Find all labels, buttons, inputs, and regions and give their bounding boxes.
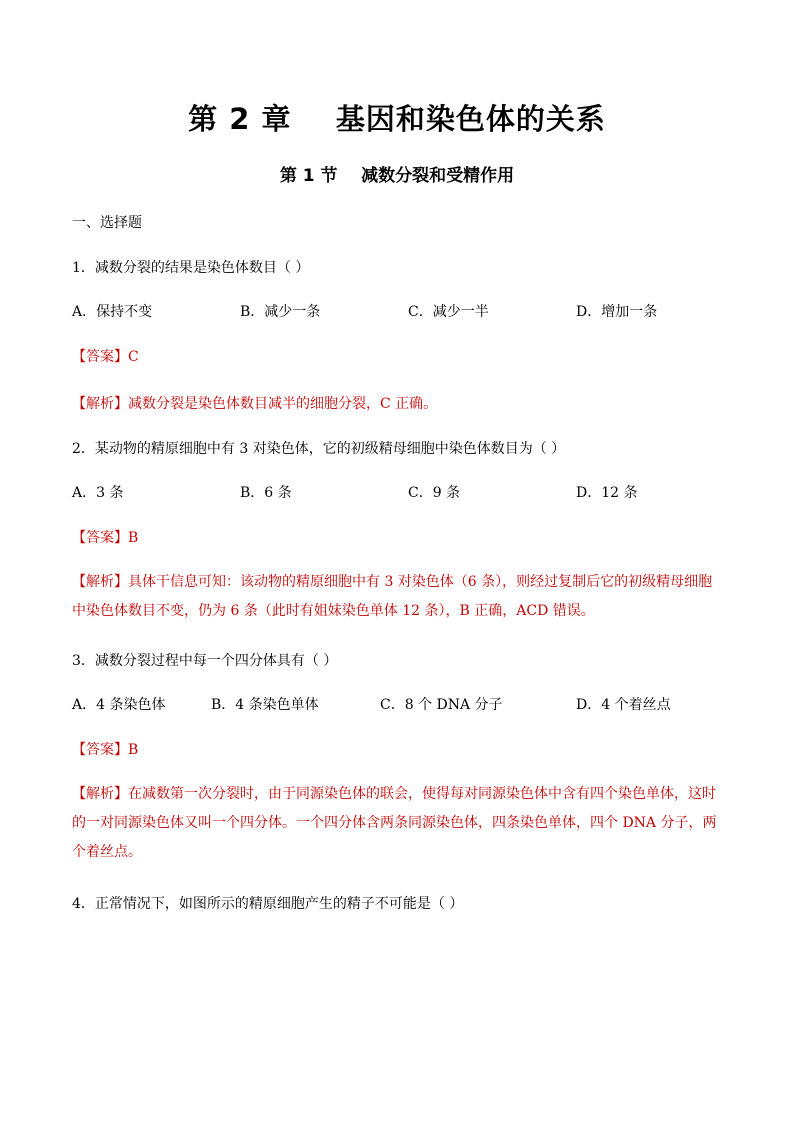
answer-value: B [128, 530, 139, 546]
question-1-stem: 1．减数分裂的结果是染色体数目（ ） [72, 260, 310, 276]
question-2-stem: 2．某动物的精原细胞中有 3 对染色体，它的初级精母细胞中染色体数目为（ ） [72, 441, 566, 457]
answer-value: B [128, 742, 139, 758]
q2-option-a: A．3 条 [72, 485, 124, 501]
analysis-text: 在减数第一次分裂时，由于同源染色体的联会，使得每对同源染色体中含有四个染色单体，这时的一对同源染色体又叫一个四分体。一个四分体含两条同源染色体，四条染色单体，四个 DNA 分子，两个着丝点。 [72, 786, 717, 860]
q2-option-d: D．12 条 [576, 485, 638, 501]
analysis-tag: 【解析】 [72, 396, 128, 412]
q2-option-c: C．9 条 [408, 485, 461, 501]
q3-option-b: B．4 条染色单体 [211, 697, 319, 713]
q1-answer [72, 347, 726, 367]
q1-option-c: C．减少一半 [408, 304, 489, 320]
q2-option-b: B．6 条 [240, 485, 292, 501]
q2-answer [72, 528, 726, 548]
q3-option-a: A．4 条染色体 [72, 697, 166, 713]
question-4-stem: 4．正常情况下，如图所示的精原细胞产生的精子不可能是（ ） [72, 896, 464, 912]
q3-option-d: D．4 个着丝点 [576, 697, 671, 713]
section-title: 第 1 节 减数分裂和受精作用 [279, 166, 515, 186]
section-heading: 一、选择题 [72, 215, 142, 231]
chapter-title: 第 2 章 基因和染色体的关系 [188, 102, 606, 136]
answer-tag: 【答案】 [72, 349, 128, 365]
analysis-tag: 【解析】 [72, 574, 128, 590]
q1-option-d: D．增加一条 [576, 304, 658, 320]
q3-option-c: C．8 个 DNA 分子 [380, 697, 503, 713]
analysis-tag: 【解析】 [72, 786, 128, 802]
answer-tag: 【答案】 [72, 742, 128, 758]
analysis-text: 具体干信息可知：该动物的精原细胞中有 3 对染色体（6 条），则经过复制后它的初级精母细胞中染色体数目不变，仍为 6 条（此时有姐妹染色单体 12 条），B 正确，ACD 错误。 [72, 574, 713, 619]
q2-analysis [72, 568, 726, 626]
q1-analysis [72, 394, 726, 414]
q1-option-b: B．减少一条 [240, 304, 321, 320]
q1-option-a: A．保持不变 [72, 304, 153, 320]
answer-tag: 【答案】 [72, 530, 128, 546]
analysis-text: 减数分裂是染色体数目减半的细胞分裂，C 正确。 [128, 396, 438, 412]
q3-answer [72, 740, 726, 760]
answer-value: C [128, 349, 139, 365]
question-3-stem: 3．减数分裂过程中每一个四分体具有（ ） [72, 653, 338, 669]
q3-analysis [72, 780, 726, 867]
